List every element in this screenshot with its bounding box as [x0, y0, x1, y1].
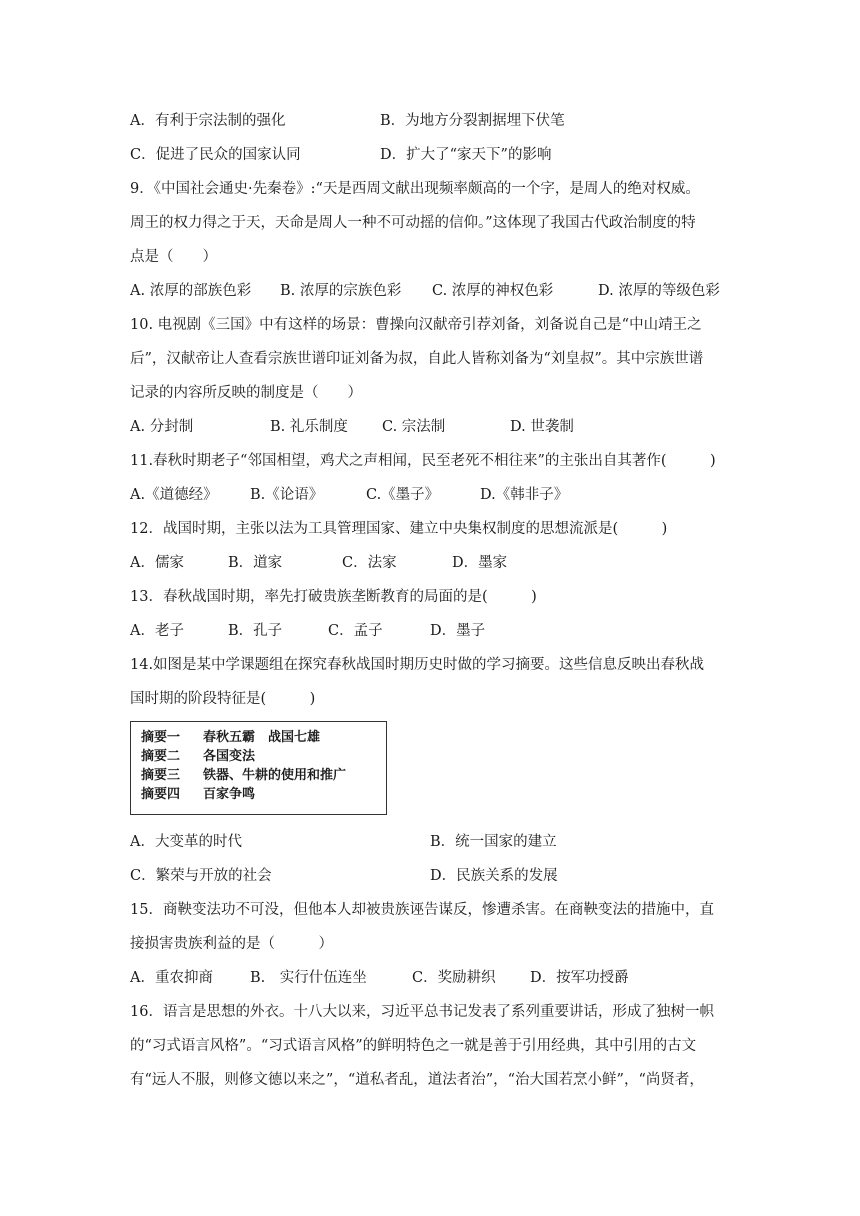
- q13-option-b: B．孔子: [228, 623, 283, 639]
- q8-option-c: C．促进了民众的国家认同: [130, 147, 301, 163]
- q13-option-d: D．墨子: [430, 623, 486, 639]
- q15-stem-line2: 接损害贵族利益的是（ ）: [130, 936, 333, 952]
- q12-option-a: A．儒家: [130, 555, 184, 571]
- q15-option-a: A．重农抑商: [130, 970, 213, 986]
- q10-option-d: D. 世袭制: [510, 419, 574, 435]
- q11-option-b: B.《论语》: [250, 487, 324, 503]
- q9-stem-line3: 点是（ ）: [130, 249, 217, 265]
- q11-option-c: C.《墨子》: [366, 487, 440, 503]
- q8-option-a: A．有利于宗法制的强化: [130, 113, 286, 129]
- q15-option-c: C．奖励耕织: [412, 970, 496, 986]
- q9-option-d: D. 浓厚的等级色彩: [598, 283, 720, 299]
- q14-option-a: A．大变革的时代: [130, 834, 242, 850]
- summary-row: [141, 766, 386, 785]
- q14-stem-line1: 14.如图是某中学课题组在探究春秋战国时期历史时做的学习摘要。这些信息反映出春秋战: [130, 657, 705, 673]
- q10-option-c: C. 宗法制: [382, 419, 446, 435]
- q10-stem-line3: 记录的内容所反映的制度是（ ）: [130, 385, 362, 401]
- q10-stem-line2: 后”，汉献帝让人查看宗族世谱印证刘备为叔，自此人皆称刘备为“刘皇叔”。其中宗族世谱: [130, 351, 704, 367]
- q13-stem-line1: 13．春秋战国时期，率先打破贵族垄断教育的局面的是( ): [130, 589, 537, 605]
- q9-option-c: C. 浓厚的神权色彩: [432, 283, 554, 299]
- summary-row: [141, 728, 386, 747]
- q13-option-a: A．老子: [130, 623, 184, 639]
- q14-option-c: C．繁荣与开放的社会: [130, 868, 272, 884]
- q8-option-d: D．扩大了“家天下”的影响: [380, 147, 552, 163]
- q14-stem-line2: 国时期的阶段特征是( ): [130, 691, 316, 707]
- summary-key: 摘要二: [141, 749, 181, 764]
- q15-option-b: B. 实行什伍连坐: [250, 970, 367, 986]
- study-summary-box: [130, 721, 387, 815]
- summary-key: 摘要四: [141, 787, 181, 802]
- q9-stem-line2: 周王的权力得之于天，天命是周人一种不可动摇的信仰。”这体现了我国古代政治制度的特: [130, 215, 696, 231]
- q16-stem-line2: 的“习式语言风格”。“习式语言风格”的鲜明特色之一就是善于引用经典，其中引用的古文: [130, 1038, 697, 1054]
- q12-option-c: C．法家: [342, 555, 397, 571]
- q11-stem-line1: 11.春秋时期老子“邻国相望，鸡犬之声相闻，民至老死不相往来”的主张出自其著作( ): [130, 453, 716, 469]
- q13-option-c: C．孟子: [328, 623, 383, 639]
- q14-option-b: B．统一国家的建立: [430, 834, 557, 850]
- q8-option-b: B．为地方分裂割据埋下伏笔: [380, 113, 565, 129]
- q14-option-d: D．民族关系的发展: [430, 868, 558, 884]
- q9-option-a: A. 浓厚的部族色彩: [130, 283, 252, 299]
- summary-row: [141, 747, 386, 766]
- q10-stem-line1: 10. 电视剧《三国》中有这样的场景：曹操向汉献帝引荐刘备，刘备说自己是“中山靖王之: [130, 317, 702, 333]
- summary-row: [141, 785, 386, 804]
- q9-stem-line1: 9．《中国社会通史·先秦卷》:“天是西周文献出现频率颇高的一个字，是周人的绝对权威。: [130, 181, 700, 197]
- q12-stem-line1: 12．战国时期，主张以法为工具管理国家、建立中央集权制度的思想流派是( ): [130, 521, 668, 537]
- summary-text: 铁器、牛耕的使用和推广: [203, 768, 347, 783]
- q10-option-b: B. 礼乐制度: [270, 419, 348, 435]
- q10-option-a: A. 分封制: [130, 419, 194, 435]
- q11-option-a: A.《道德经》: [130, 487, 218, 503]
- q12-option-b: B．道家: [228, 555, 283, 571]
- q15-stem-line1: 15．商鞅变法功不可没，但他本人却被贵族诬告谋反，惨遭杀害。在商鞅变法的措施中，直: [130, 902, 714, 918]
- q16-stem-line3: 有“远人不服，则修文德以来之”，“道私者乱，道法者治”，“治大国若烹小鲜”，“尚贤者，: [130, 1072, 704, 1088]
- q11-option-d: D.《韩非子》: [480, 487, 569, 503]
- summary-key: 摘要一: [141, 730, 181, 745]
- summary-text: 各国变法: [203, 749, 256, 764]
- summary-text: 百家争鸣: [203, 787, 256, 802]
- summary-text: 春秋五霸 战国七雄: [203, 730, 321, 745]
- summary-key: 摘要三: [141, 768, 181, 783]
- q9-option-b: B. 浓厚的宗族色彩: [280, 283, 402, 299]
- q15-option-d: D．按军功授爵: [530, 970, 629, 986]
- q16-stem-line1: 16．语言是思想的外衣。十八大以来，习近平总书记发表了系列重要讲话，形成了独树一帜: [130, 1004, 714, 1020]
- q12-option-d: D．墨家: [452, 555, 508, 571]
